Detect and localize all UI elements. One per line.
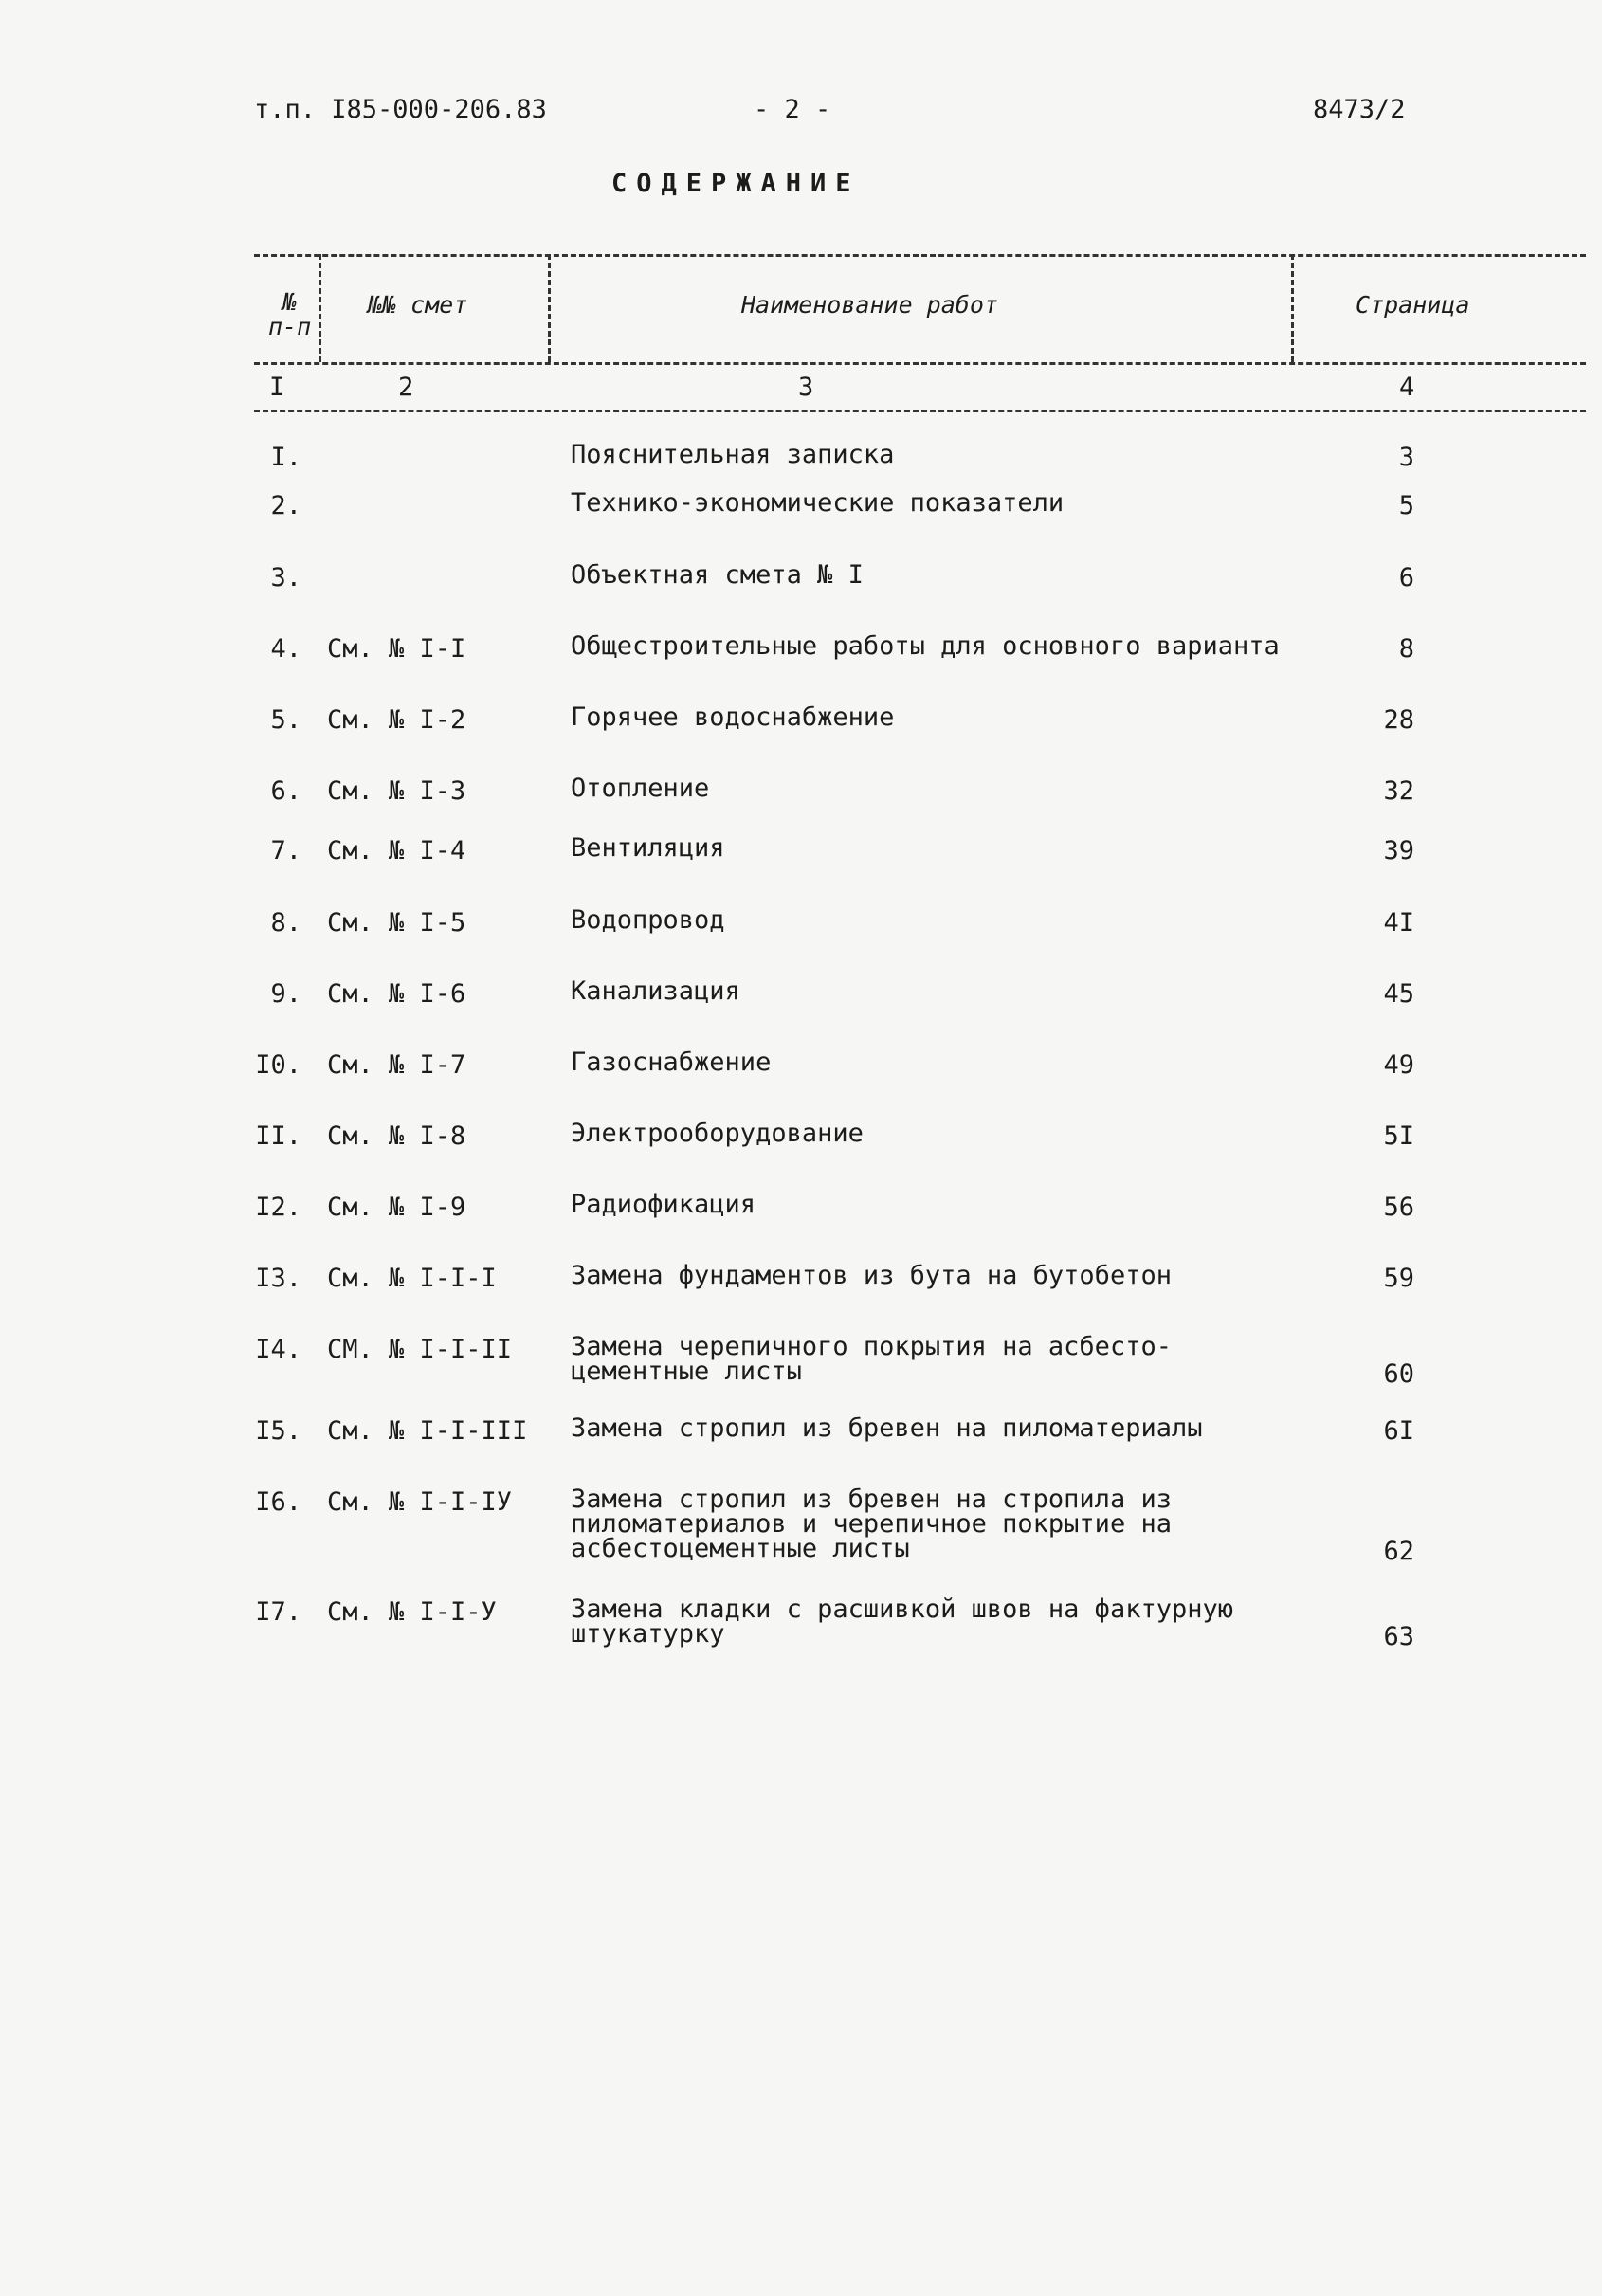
row-number: I6.	[255, 1487, 301, 1517]
work-name: Замена стропил из бревен на пиломатериалы	[571, 1413, 1203, 1443]
work-name: Общестроительные работы для основного варианта	[571, 631, 1280, 661]
estimate-number: См. № I-2	[327, 705, 466, 735]
row-number: I2.	[255, 1193, 301, 1222]
column-divider	[1291, 254, 1294, 362]
page-ref: 56	[1383, 1193, 1414, 1222]
estimate-number: См. № I-5	[327, 908, 466, 938]
column-number: 4	[1399, 373, 1415, 402]
page-number: - 2 -	[754, 95, 831, 124]
page-ref: 6I	[1383, 1416, 1414, 1446]
work-name: Радиофикация	[571, 1190, 756, 1219]
page-ref: 59	[1383, 1264, 1414, 1293]
work-name: Замена стропил из бревен на стропила из пиломатериалов и черепичное покрытие на асбестоцементные листы	[571, 1485, 1172, 1563]
document-code: т.п. I85-000-206.83	[254, 95, 547, 124]
work-name: Газоснабжение	[571, 1048, 772, 1077]
work-name: Вентиляция	[571, 833, 725, 863]
estimate-number: См. № I-6	[327, 979, 466, 1009]
header-top-rule	[254, 254, 1586, 257]
row-number: 5.	[270, 705, 301, 735]
column-header-estimates: №№ смет	[368, 291, 468, 319]
row-number: 6.	[270, 776, 301, 806]
page-ref: 60	[1383, 1359, 1414, 1389]
row-number: I4.	[255, 1335, 301, 1364]
page-ref: 5I	[1383, 1121, 1414, 1151]
page-ref: 5	[1398, 491, 1414, 520]
page-ref: 45	[1383, 979, 1414, 1009]
column-header-page: Страница	[1356, 291, 1470, 319]
row-number: I.	[270, 443, 301, 472]
page-ref: 39	[1383, 836, 1414, 866]
page-ref: 4I	[1383, 908, 1414, 938]
estimate-number: См. № I-I-У	[327, 1597, 497, 1627]
work-name: Канализация	[571, 976, 740, 1006]
page-ref: 28	[1383, 705, 1414, 735]
work-name: Электрооборудование	[571, 1119, 864, 1148]
row-number: I7.	[255, 1597, 301, 1627]
column-number: I	[269, 373, 285, 402]
estimate-number: См. № I-4	[327, 836, 466, 866]
work-name: Объектная смета № I	[571, 560, 864, 590]
column-header-work-name: Наименование работ	[741, 291, 998, 319]
estimate-number: См. № I-I-I	[327, 1264, 497, 1293]
row-number: 3.	[270, 563, 301, 592]
work-name: Замена кладки с расшивкой швов на фактурную штукатурку	[571, 1594, 1233, 1649]
estimate-number: См. № I-8	[327, 1121, 466, 1151]
row-number: 8.	[270, 908, 301, 938]
work-name: Замена фундаментов из бута на бутобетон	[571, 1261, 1172, 1290]
page-ref: 32	[1383, 776, 1414, 806]
estimate-number: См. № I-I-IУ	[327, 1487, 513, 1517]
estimate-number: См. № I-9	[327, 1193, 466, 1222]
header-mid-rule	[254, 362, 1586, 365]
page-ref: 63	[1383, 1622, 1414, 1651]
row-number: I0.	[255, 1050, 301, 1080]
work-name: Водопровод	[571, 905, 725, 935]
page-ref: 8	[1398, 634, 1414, 664]
column-divider	[319, 254, 321, 362]
estimate-number: См. № I-7	[327, 1050, 466, 1080]
work-name: Замена черепичного покрытия на асбесто- цементные листы	[571, 1332, 1172, 1386]
work-name: Пояснительная записка	[571, 440, 895, 469]
work-name: Горячее водоснабжение	[571, 702, 895, 732]
work-name: Технико-экономические показатели	[571, 488, 1065, 518]
estimate-number: СМ. № I-I-II	[327, 1335, 513, 1364]
estimate-number: См. № I-I	[327, 634, 466, 664]
page-ref: 3	[1398, 443, 1414, 472]
row-number: I5.	[255, 1416, 301, 1446]
column-number: 3	[798, 373, 814, 402]
column-header-number: № п-п	[268, 288, 312, 340]
column-number: 2	[398, 373, 414, 402]
row-number: I3.	[255, 1264, 301, 1293]
work-name: Отопление	[571, 774, 710, 803]
page-ref: 49	[1383, 1050, 1414, 1080]
row-number: 2.	[270, 491, 301, 520]
estimate-number: См. № I-3	[327, 776, 466, 806]
header-bottom-rule	[254, 410, 1586, 412]
page-ref: 6	[1398, 563, 1414, 592]
page-ref: 62	[1383, 1537, 1414, 1566]
document-sheet-code: 8473/2	[1313, 95, 1406, 124]
row-number: 9.	[270, 979, 301, 1009]
page-title: СОДЕРЖАНИЕ	[611, 169, 861, 198]
row-number: 4.	[270, 634, 301, 664]
row-number: 7.	[270, 836, 301, 866]
estimate-number: См. № I-I-III	[327, 1416, 528, 1446]
column-divider	[548, 254, 551, 362]
row-number: II.	[255, 1121, 301, 1151]
